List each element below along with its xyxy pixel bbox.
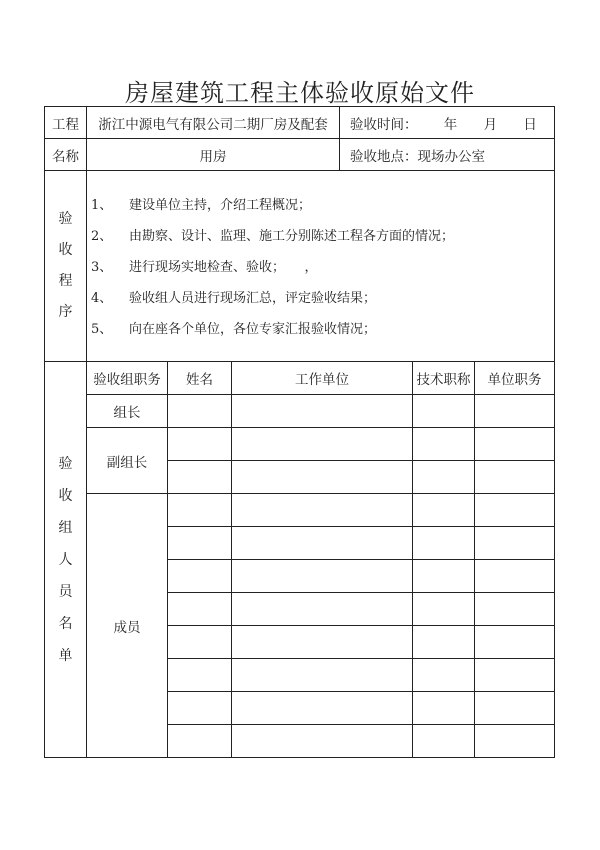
cell	[232, 593, 413, 626]
cell	[168, 725, 232, 758]
label-char: 序	[58, 304, 73, 320]
cell	[475, 395, 555, 428]
step-num: 4、	[91, 291, 113, 306]
document-title: 房屋建筑工程主体验收原始文件	[125, 79, 475, 107]
step-num: 1、	[91, 198, 113, 213]
label-char: 收	[58, 487, 73, 504]
step-text: 进行现场实地检查、验收； ，	[129, 260, 318, 275]
header-title: 技术职称	[413, 362, 475, 395]
cell	[475, 527, 555, 560]
cell	[475, 626, 555, 659]
cell	[413, 527, 475, 560]
cell	[232, 461, 413, 494]
project-name-2: 用房	[87, 139, 340, 171]
header-position: 单位职务	[475, 362, 555, 395]
label-char: 程	[58, 273, 73, 289]
header-name: 姓名	[168, 362, 232, 395]
procedure-steps	[87, 171, 555, 362]
cell	[413, 494, 475, 527]
cell	[232, 692, 413, 725]
cell	[168, 428, 232, 461]
year-label: 年	[443, 116, 458, 133]
acceptance-time	[340, 107, 555, 139]
step	[91, 256, 554, 287]
cell	[232, 428, 413, 461]
label-char: 人	[58, 551, 73, 568]
cell	[475, 659, 555, 692]
cell	[168, 461, 232, 494]
month-label: 月	[483, 116, 498, 133]
cell	[413, 725, 475, 758]
step	[91, 225, 554, 256]
step	[91, 287, 554, 318]
role-vice-leader: 副组长	[87, 428, 168, 494]
cell	[413, 395, 475, 428]
header-role: 验收组职务	[87, 362, 168, 395]
cell	[475, 461, 555, 494]
cell	[168, 593, 232, 626]
cell	[475, 593, 555, 626]
cell	[232, 527, 413, 560]
cell	[232, 560, 413, 593]
project-label: 工程	[45, 107, 87, 139]
step-text: 由勘察、设计、监理、施工分别陈述工程各方面的情况；	[129, 229, 455, 244]
time-label: 验收时间：	[350, 116, 418, 133]
cell	[232, 395, 413, 428]
cell	[232, 659, 413, 692]
step-text: 向在座各个单位，各位专家汇报验收情况；	[129, 322, 377, 337]
day-label: 日	[523, 116, 537, 133]
cell	[475, 692, 555, 725]
step-text: 验收组人员进行现场汇总，评定验收结果；	[129, 291, 377, 306]
cell	[168, 395, 232, 428]
step-num: 3、	[91, 260, 113, 275]
cell	[232, 725, 413, 758]
cell	[413, 593, 475, 626]
cell	[168, 659, 232, 692]
procedure-label	[45, 171, 87, 362]
cell	[413, 461, 475, 494]
label-char: 组	[58, 519, 73, 536]
cell	[168, 692, 232, 725]
step	[91, 318, 554, 349]
group-label	[45, 362, 87, 758]
project-label-2: 名称	[45, 139, 87, 171]
acceptance-place: 验收地点：现场办公室	[340, 139, 555, 171]
label-char: 收	[58, 242, 73, 258]
role-member: 成员	[87, 494, 168, 758]
project-name: 浙江中源电气有限公司二期厂房及配套	[87, 107, 340, 139]
cell	[475, 494, 555, 527]
cell	[413, 626, 475, 659]
role-leader: 组长	[87, 395, 168, 428]
step-text: 建设单位主持，介绍工程概况；	[129, 198, 312, 213]
cell	[168, 527, 232, 560]
cell	[413, 659, 475, 692]
step-num: 5、	[91, 322, 113, 337]
cell	[168, 626, 232, 659]
cell	[232, 494, 413, 527]
label-char: 名	[58, 615, 73, 632]
step-num: 2、	[91, 229, 113, 244]
cell	[232, 626, 413, 659]
header-unit: 工作单位	[232, 362, 413, 395]
group-members-table	[44, 361, 555, 758]
label-char: 验	[58, 211, 73, 227]
label-char: 员	[58, 583, 73, 600]
cell	[475, 428, 555, 461]
cell	[413, 692, 475, 725]
cell	[168, 560, 232, 593]
cell	[413, 560, 475, 593]
label-char: 单	[58, 647, 73, 664]
cell	[475, 725, 555, 758]
cell	[475, 560, 555, 593]
label-char: 验	[58, 455, 73, 472]
procedure-table	[44, 170, 555, 362]
project-info-table	[44, 106, 555, 171]
cell	[168, 494, 232, 527]
step	[91, 194, 554, 225]
cell	[413, 428, 475, 461]
